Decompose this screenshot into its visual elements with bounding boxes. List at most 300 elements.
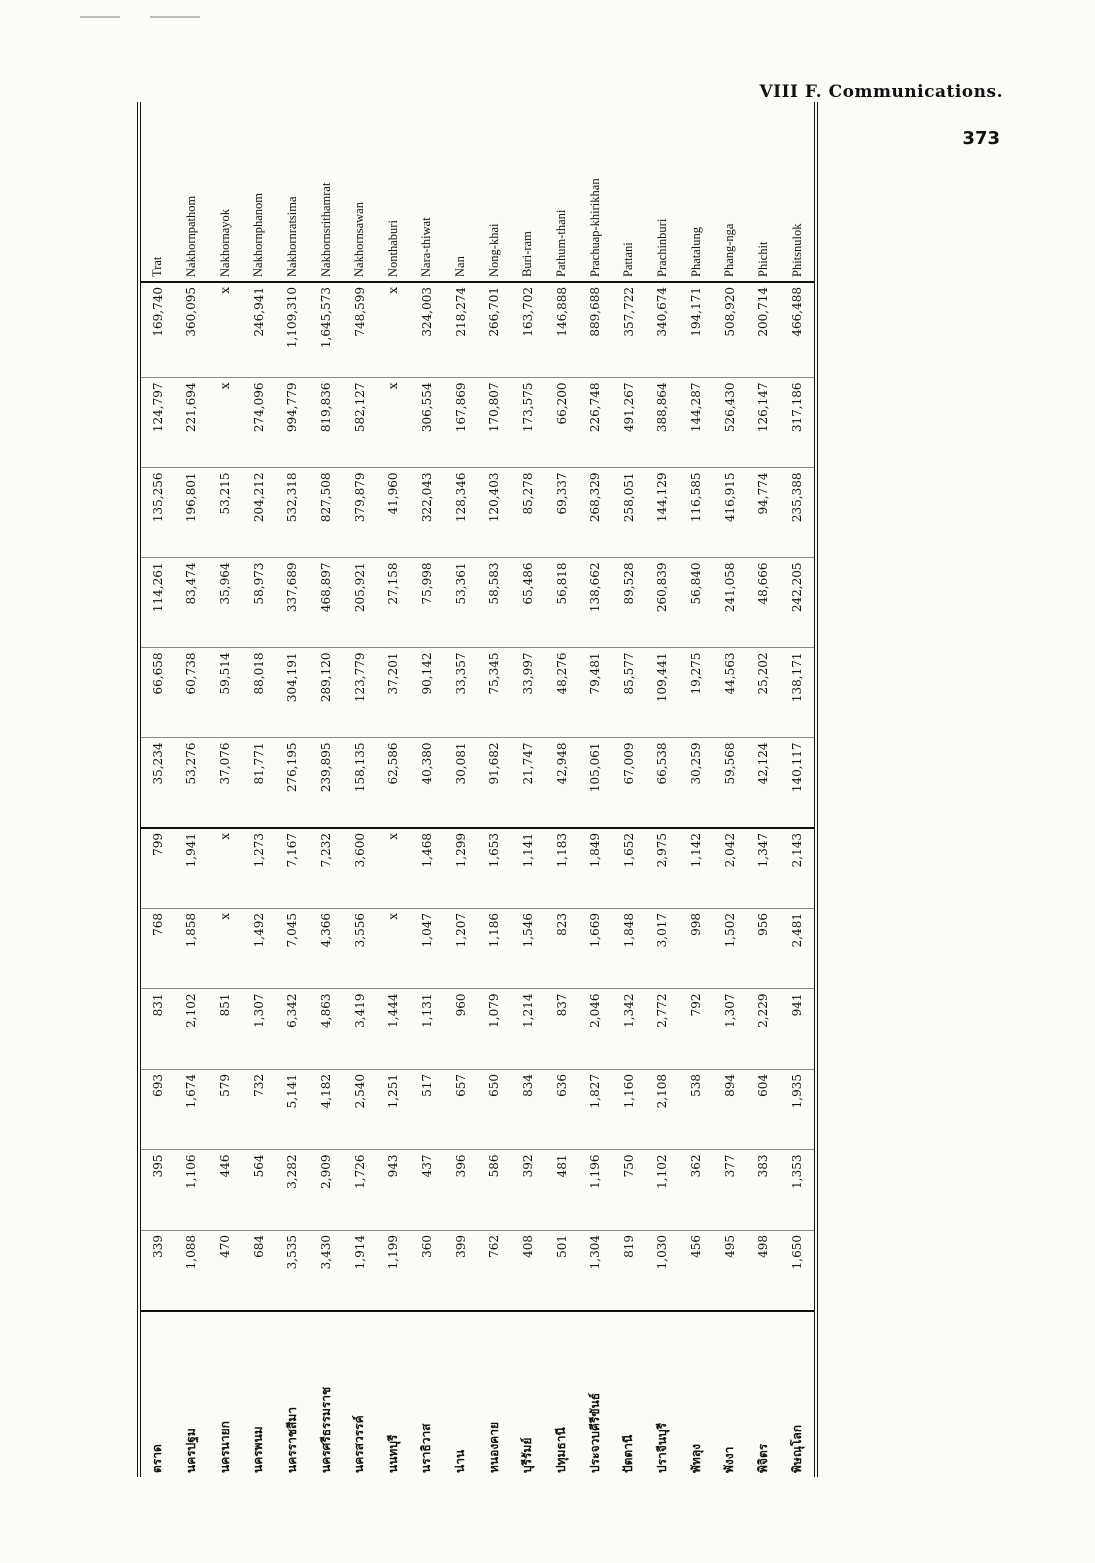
province-thai: นครราชสีมา bbox=[284, 1407, 299, 1473]
statistics-table-rotated bbox=[137, 102, 818, 1477]
table-cell: x bbox=[376, 378, 410, 468]
table-cell: 44,563 bbox=[713, 648, 747, 738]
table-cell: 470 bbox=[208, 1231, 242, 1312]
table-cell: 456 bbox=[679, 1231, 713, 1312]
scan-mark bbox=[150, 16, 200, 18]
table-row bbox=[410, 102, 444, 1477]
table-cell: 1,102 bbox=[646, 1150, 680, 1231]
table-cell: 1,106 bbox=[175, 1150, 209, 1231]
table-cell: 69,337 bbox=[545, 468, 579, 558]
table-cell: 501 bbox=[545, 1231, 579, 1312]
table-cell: 25,202 bbox=[747, 648, 781, 738]
table-cell: 1,273 bbox=[242, 828, 276, 909]
province-english: Nan bbox=[444, 102, 478, 282]
table-cell: 762 bbox=[477, 1231, 511, 1312]
table-cell: 340,674 bbox=[646, 282, 680, 378]
table-cell: 1,342 bbox=[612, 989, 646, 1070]
table-row bbox=[747, 102, 781, 1477]
table-cell: 1,304 bbox=[578, 1231, 612, 1312]
table-cell: 42,948 bbox=[545, 738, 579, 828]
table-cell: 1,858 bbox=[175, 909, 209, 990]
table-cell: 538 bbox=[679, 1070, 713, 1151]
table-cell: 360 bbox=[410, 1231, 444, 1312]
table-cell: 837 bbox=[545, 989, 579, 1070]
table-cell: 66,658 bbox=[141, 648, 175, 738]
table-cell: 138,171 bbox=[780, 648, 814, 738]
table-cell: 200,714 bbox=[747, 282, 781, 378]
table-cell: 128,346 bbox=[444, 468, 478, 558]
table-cell: 239,895 bbox=[309, 738, 343, 828]
table-cell: 27,158 bbox=[376, 558, 410, 648]
province-english: Trat bbox=[141, 102, 175, 282]
province-thai: ประจวบคีรีขันธ์ bbox=[587, 1392, 602, 1473]
table-cell: 91,682 bbox=[477, 738, 511, 828]
table-row bbox=[444, 102, 478, 1477]
table-cell: 116,585 bbox=[679, 468, 713, 558]
table-cell: 276,195 bbox=[276, 738, 310, 828]
table-cell: 395 bbox=[141, 1150, 175, 1231]
table-cell: 2,108 bbox=[646, 1070, 680, 1151]
table-cell: 831 bbox=[141, 989, 175, 1070]
table-cell: x bbox=[208, 828, 242, 909]
table-cell: 362 bbox=[679, 1150, 713, 1231]
table-cell: 1,653 bbox=[477, 828, 511, 909]
table-cell: 67,009 bbox=[612, 738, 646, 828]
table-cell: 1,669 bbox=[578, 909, 612, 990]
table-cell: 48,666 bbox=[747, 558, 781, 648]
table-cell: x bbox=[208, 282, 242, 378]
table-cell: 37,201 bbox=[376, 648, 410, 738]
table-cell: 517 bbox=[410, 1070, 444, 1151]
province-english: Nakhornayok bbox=[208, 102, 242, 282]
table-cell: 58,583 bbox=[477, 558, 511, 648]
province-thai: นครนายก bbox=[217, 1421, 232, 1473]
table-cell: 792 bbox=[679, 989, 713, 1070]
table-row bbox=[780, 102, 814, 1477]
table-cell: 41,960 bbox=[376, 468, 410, 558]
table-cell: 3,556 bbox=[343, 909, 377, 990]
table-cell: 123,779 bbox=[343, 648, 377, 738]
table-cell: 205,921 bbox=[343, 558, 377, 648]
statistics-table bbox=[141, 102, 814, 1477]
province-english: Nakhornratsima bbox=[276, 102, 310, 282]
province-thai: นนทบุรี bbox=[385, 1434, 400, 1473]
table-cell: 66,200 bbox=[545, 378, 579, 468]
table-cell: 466,488 bbox=[780, 282, 814, 378]
table-cell: 508,920 bbox=[713, 282, 747, 378]
table-cell: 960 bbox=[444, 989, 478, 1070]
table-cell: 1,444 bbox=[376, 989, 410, 1070]
table-cell: 491,267 bbox=[612, 378, 646, 468]
table-cell: 1,079 bbox=[477, 989, 511, 1070]
province-thai: ปัตตานี bbox=[621, 1434, 636, 1473]
table-cell: 53,361 bbox=[444, 558, 478, 648]
table-cell: 1,650 bbox=[780, 1231, 814, 1312]
table-cell: 6,342 bbox=[276, 989, 310, 1070]
province-english: Nakhornsawan bbox=[343, 102, 377, 282]
table-cell: 481 bbox=[545, 1150, 579, 1231]
table-cell: 33,357 bbox=[444, 648, 478, 738]
table-row bbox=[545, 102, 579, 1477]
table-row bbox=[343, 102, 377, 1477]
table-cell: 289,120 bbox=[309, 648, 343, 738]
table-row bbox=[646, 102, 680, 1477]
table-cell: 1,047 bbox=[410, 909, 444, 990]
table-row bbox=[477, 102, 511, 1477]
table-cell: 399 bbox=[444, 1231, 478, 1312]
table-cell: 392 bbox=[511, 1150, 545, 1231]
table-cell: 65,486 bbox=[511, 558, 545, 648]
table-cell: 163,702 bbox=[511, 282, 545, 378]
table-cell: 636 bbox=[545, 1070, 579, 1151]
table-cell: 1,214 bbox=[511, 989, 545, 1070]
table-cell: 1,652 bbox=[612, 828, 646, 909]
table-cell: 90,142 bbox=[410, 648, 444, 738]
table-cell: 2,772 bbox=[646, 989, 680, 1070]
table-cell: 48,276 bbox=[545, 648, 579, 738]
province-english: Nakhornsrithamrat bbox=[309, 102, 343, 282]
table-cell: 3,600 bbox=[343, 828, 377, 909]
table-cell: 79,481 bbox=[578, 648, 612, 738]
table-cell: 1,088 bbox=[175, 1231, 209, 1312]
table-cell: 1,914 bbox=[343, 1231, 377, 1312]
table-cell: 1,502 bbox=[713, 909, 747, 990]
table-cell: 144,287 bbox=[679, 378, 713, 468]
table-cell: 146,888 bbox=[545, 282, 579, 378]
table-cell: 1,142 bbox=[679, 828, 713, 909]
table-cell: 114,261 bbox=[141, 558, 175, 648]
table-cell: 173,575 bbox=[511, 378, 545, 468]
province-english: Pathum-thani bbox=[545, 102, 579, 282]
table-cell: 138,662 bbox=[578, 558, 612, 648]
table-cell: 2,909 bbox=[309, 1150, 343, 1231]
table-cell: 7,045 bbox=[276, 909, 310, 990]
table-cell: 105,061 bbox=[578, 738, 612, 828]
table-cell: 337,689 bbox=[276, 558, 310, 648]
province-thai: พิษณุโลก bbox=[789, 1424, 804, 1473]
table-cell: 3,419 bbox=[343, 989, 377, 1070]
table-cell: 1,848 bbox=[612, 909, 646, 990]
table-cell: 604 bbox=[747, 1070, 781, 1151]
table-cell: 799 bbox=[141, 828, 175, 909]
table-cell: 53,215 bbox=[208, 468, 242, 558]
table-cell: 1,935 bbox=[780, 1070, 814, 1151]
table-row bbox=[309, 102, 343, 1477]
table-cell: 35,964 bbox=[208, 558, 242, 648]
table-cell: 379,879 bbox=[343, 468, 377, 558]
table-cell: 242,205 bbox=[780, 558, 814, 648]
table-cell: 89,528 bbox=[612, 558, 646, 648]
table-cell: 4,863 bbox=[309, 989, 343, 1070]
table-cell: 126,147 bbox=[747, 378, 781, 468]
province-thai: ปราจีนบุรี bbox=[654, 1422, 669, 1473]
table-cell: x bbox=[376, 282, 410, 378]
table-cell: 266,701 bbox=[477, 282, 511, 378]
province-thai: ตราด bbox=[150, 1444, 165, 1473]
table-body bbox=[141, 102, 814, 1477]
table-cell: 1,251 bbox=[376, 1070, 410, 1151]
table-row bbox=[679, 102, 713, 1477]
table-cell: 85,577 bbox=[612, 648, 646, 738]
table-cell: 204,212 bbox=[242, 468, 276, 558]
table-cell: 7,167 bbox=[276, 828, 310, 909]
province-english: Nara-thiwat bbox=[410, 102, 444, 282]
table-cell: 941 bbox=[780, 989, 814, 1070]
table-row bbox=[578, 102, 612, 1477]
table-cell: 1,492 bbox=[242, 909, 276, 990]
table-cell: 33,997 bbox=[511, 648, 545, 738]
table-cell: 339 bbox=[141, 1231, 175, 1312]
table-cell: 169,740 bbox=[141, 282, 175, 378]
province-thai: นครปฐม bbox=[183, 1428, 198, 1473]
table-cell: 75,345 bbox=[477, 648, 511, 738]
province-english: Phang-nga bbox=[713, 102, 747, 282]
table-cell: 62,586 bbox=[376, 738, 410, 828]
table-cell: 304,191 bbox=[276, 648, 310, 738]
table-cell: 1,468 bbox=[410, 828, 444, 909]
province-thai: นครสวรรค์ bbox=[352, 1415, 367, 1473]
table-cell: 1,827 bbox=[578, 1070, 612, 1151]
table-cell: 943 bbox=[376, 1150, 410, 1231]
table-cell: 306,554 bbox=[410, 378, 444, 468]
province-english: Nakhornpathom bbox=[175, 102, 209, 282]
table-cell: 3,282 bbox=[276, 1150, 310, 1231]
table-cell: 196,801 bbox=[175, 468, 209, 558]
table-row bbox=[713, 102, 747, 1477]
table-cell: 748,599 bbox=[343, 282, 377, 378]
table-cell: 124,797 bbox=[141, 378, 175, 468]
table-cell: 383 bbox=[747, 1150, 781, 1231]
province-english: Phatalung bbox=[679, 102, 713, 282]
table-cell: 42,124 bbox=[747, 738, 781, 828]
table-cell: 7,232 bbox=[309, 828, 343, 909]
table-cell: 94,774 bbox=[747, 468, 781, 558]
table-cell: 2,042 bbox=[713, 828, 747, 909]
table-cell: x bbox=[208, 909, 242, 990]
table-cell: 2,229 bbox=[747, 989, 781, 1070]
province-thai: พัทลุง bbox=[688, 1443, 703, 1473]
table-cell: 357,722 bbox=[612, 282, 646, 378]
table-cell: 1,196 bbox=[578, 1150, 612, 1231]
table-cell: 446 bbox=[208, 1150, 242, 1231]
table-cell: 59,568 bbox=[713, 738, 747, 828]
table-cell: 768 bbox=[141, 909, 175, 990]
table-cell: 2,540 bbox=[343, 1070, 377, 1151]
table-row bbox=[612, 102, 646, 1477]
table-cell: 158,135 bbox=[343, 738, 377, 828]
table-cell: 1,353 bbox=[780, 1150, 814, 1231]
table-cell: 2,481 bbox=[780, 909, 814, 990]
table-cell: 1,183 bbox=[545, 828, 579, 909]
table-cell: 851 bbox=[208, 989, 242, 1070]
table-cell: 170,807 bbox=[477, 378, 511, 468]
page-number: 373 bbox=[962, 128, 1000, 149]
province-thai: บุรีรัมย์ bbox=[520, 1437, 535, 1473]
table-cell: 40,380 bbox=[410, 738, 444, 828]
table-cell: 582,127 bbox=[343, 378, 377, 468]
table-cell: 66,538 bbox=[646, 738, 680, 828]
table-cell: 58,973 bbox=[242, 558, 276, 648]
table-cell: 109,441 bbox=[646, 648, 680, 738]
table-cell: 564 bbox=[242, 1150, 276, 1231]
table-cell: x bbox=[208, 378, 242, 468]
table-cell: 30,081 bbox=[444, 738, 478, 828]
province-english: Pattani bbox=[612, 102, 646, 282]
table-cell: 1,546 bbox=[511, 909, 545, 990]
table-cell: 241,058 bbox=[713, 558, 747, 648]
table-cell: 956 bbox=[747, 909, 781, 990]
table-cell: 2,975 bbox=[646, 828, 680, 909]
table-row bbox=[141, 102, 175, 1477]
table-cell: 823 bbox=[545, 909, 579, 990]
table-cell: 274,096 bbox=[242, 378, 276, 468]
table-cell: 1,160 bbox=[612, 1070, 646, 1151]
table-cell: 235,388 bbox=[780, 468, 814, 558]
table-cell: 693 bbox=[141, 1070, 175, 1151]
table-cell: 750 bbox=[612, 1150, 646, 1231]
table-cell: 1,131 bbox=[410, 989, 444, 1070]
table-cell: 498 bbox=[747, 1231, 781, 1312]
table-cell: 650 bbox=[477, 1070, 511, 1151]
table-cell: 53,276 bbox=[175, 738, 209, 828]
table-cell: 3,430 bbox=[309, 1231, 343, 1312]
province-thai: นครศรีธรรมราช bbox=[318, 1386, 333, 1473]
table-cell: 4,366 bbox=[309, 909, 343, 990]
table-cell: 526,430 bbox=[713, 378, 747, 468]
province-english: Prachuap-khirikhan bbox=[578, 102, 612, 282]
table-cell: 360,095 bbox=[175, 282, 209, 378]
table-cell: 135,256 bbox=[141, 468, 175, 558]
table-cell: 994,779 bbox=[276, 378, 310, 468]
table-cell: 4,182 bbox=[309, 1070, 343, 1151]
table-cell: 246,941 bbox=[242, 282, 276, 378]
table-cell: 2,102 bbox=[175, 989, 209, 1070]
table-cell: 1,199 bbox=[376, 1231, 410, 1312]
table-cell: 2,143 bbox=[780, 828, 814, 909]
table-row bbox=[175, 102, 209, 1477]
table-cell: 416,915 bbox=[713, 468, 747, 558]
table-cell: 60,738 bbox=[175, 648, 209, 738]
province-english: Phichit bbox=[747, 102, 781, 282]
table-cell: 317,186 bbox=[780, 378, 814, 468]
table-cell: 140,117 bbox=[780, 738, 814, 828]
page-header: VIII F. Communications. bbox=[759, 82, 1003, 102]
table-cell: 35,234 bbox=[141, 738, 175, 828]
province-english: Phitsnulok bbox=[780, 102, 814, 282]
province-english: Nakhornphanom bbox=[242, 102, 276, 282]
table-cell: 1,141 bbox=[511, 828, 545, 909]
table-cell: 377 bbox=[713, 1150, 747, 1231]
table-cell: 2,046 bbox=[578, 989, 612, 1070]
table-cell: 59,514 bbox=[208, 648, 242, 738]
table-cell: 579 bbox=[208, 1070, 242, 1151]
table-cell: 85,278 bbox=[511, 468, 545, 558]
table-cell: 1,109,310 bbox=[276, 282, 310, 378]
table-cell: 258,051 bbox=[612, 468, 646, 558]
table-cell: x bbox=[376, 828, 410, 909]
table-cell: 468,897 bbox=[309, 558, 343, 648]
table-cell: 268,329 bbox=[578, 468, 612, 558]
province-english: Buri-ram bbox=[511, 102, 545, 282]
table-cell: 322,043 bbox=[410, 468, 444, 558]
table-cell: 144,129 bbox=[646, 468, 680, 558]
table-cell: 37,076 bbox=[208, 738, 242, 828]
table-cell: 30,259 bbox=[679, 738, 713, 828]
table-cell: 83,474 bbox=[175, 558, 209, 648]
table-cell: 56,840 bbox=[679, 558, 713, 648]
table-cell: 5,141 bbox=[276, 1070, 310, 1151]
province-english: Prachinburi bbox=[646, 102, 680, 282]
table-cell: 894 bbox=[713, 1070, 747, 1151]
table-row bbox=[242, 102, 276, 1477]
table-cell: 120,403 bbox=[477, 468, 511, 558]
table-cell: 834 bbox=[511, 1070, 545, 1151]
table-cell: 998 bbox=[679, 909, 713, 990]
table-cell: x bbox=[376, 909, 410, 990]
table-row bbox=[511, 102, 545, 1477]
table-cell: 1,030 bbox=[646, 1231, 680, 1312]
province-thai: พังงา bbox=[722, 1446, 737, 1473]
scan-mark bbox=[80, 16, 120, 18]
province-thai: นครพนม bbox=[251, 1426, 266, 1473]
table-cell: 218,274 bbox=[444, 282, 478, 378]
table-cell: 75,998 bbox=[410, 558, 444, 648]
table-cell: 56,818 bbox=[545, 558, 579, 648]
province-thai: น่าน bbox=[453, 1449, 468, 1473]
table-cell: 221,694 bbox=[175, 378, 209, 468]
table-cell: 396 bbox=[444, 1150, 478, 1231]
table-cell: 1,299 bbox=[444, 828, 478, 909]
table-cell: 732 bbox=[242, 1070, 276, 1151]
table-cell: 1,849 bbox=[578, 828, 612, 909]
table-cell: 1,307 bbox=[713, 989, 747, 1070]
table-row bbox=[208, 102, 242, 1477]
province-english: Nong-khai bbox=[477, 102, 511, 282]
table-cell: 684 bbox=[242, 1231, 276, 1312]
table-cell: 3,535 bbox=[276, 1231, 310, 1312]
table-cell: 226,748 bbox=[578, 378, 612, 468]
table-cell: 1,207 bbox=[444, 909, 478, 990]
table-cell: 408 bbox=[511, 1231, 545, 1312]
table-cell: 260,839 bbox=[646, 558, 680, 648]
table-cell: 3,017 bbox=[646, 909, 680, 990]
table-cell: 1,645,573 bbox=[309, 282, 343, 378]
table-cell: 532,318 bbox=[276, 468, 310, 558]
table-cell: 19,275 bbox=[679, 648, 713, 738]
table-row bbox=[276, 102, 310, 1477]
table-cell: 437 bbox=[410, 1150, 444, 1231]
province-english: Nonthaburi bbox=[376, 102, 410, 282]
table-cell: 1,307 bbox=[242, 989, 276, 1070]
table-cell: 1,674 bbox=[175, 1070, 209, 1151]
table-cell: 586 bbox=[477, 1150, 511, 1231]
province-thai: พิจิตร bbox=[755, 1443, 770, 1473]
table-cell: 81,771 bbox=[242, 738, 276, 828]
table-cell: 167,869 bbox=[444, 378, 478, 468]
table-cell: 21,747 bbox=[511, 738, 545, 828]
table-cell: 1,347 bbox=[747, 828, 781, 909]
province-thai: ปทุมธานี bbox=[554, 1427, 568, 1473]
table-cell: 388,864 bbox=[646, 378, 680, 468]
table-cell: 819 bbox=[612, 1231, 646, 1312]
table-cell: 1,726 bbox=[343, 1150, 377, 1231]
table-cell: 194,171 bbox=[679, 282, 713, 378]
province-thai: หนองคาย bbox=[486, 1422, 501, 1473]
table-cell: 657 bbox=[444, 1070, 478, 1151]
table-cell: 1,186 bbox=[477, 909, 511, 990]
table-cell: 889,688 bbox=[578, 282, 612, 378]
table-cell: 827,508 bbox=[309, 468, 343, 558]
